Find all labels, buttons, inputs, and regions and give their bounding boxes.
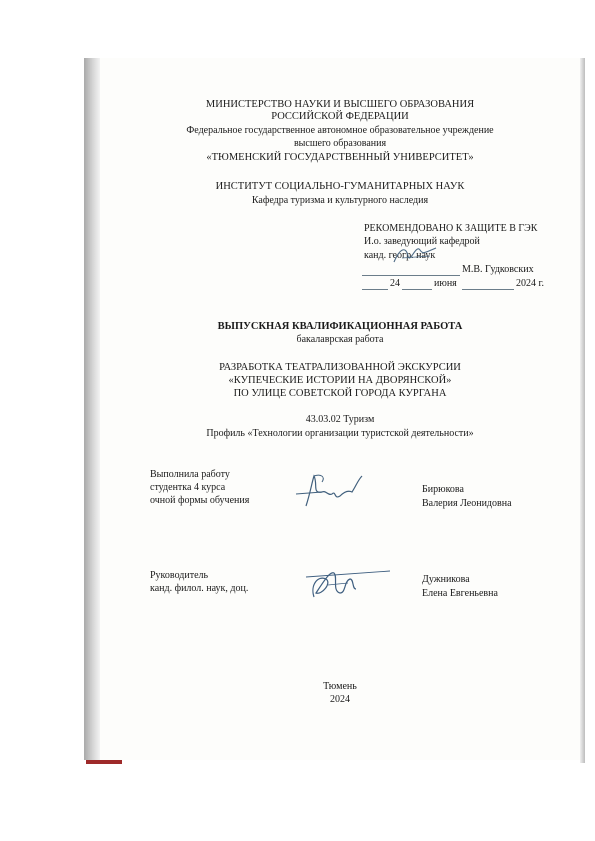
ministry-line-1: МИНИСТЕРСТВО НАУКИ И ВЫСШЕГО ОБРАЗОВАНИЯ: [205, 99, 475, 110]
author-label-1: Выполнила работу: [150, 469, 230, 480]
topic-line-2: «КУПЕЧЕСКИЕ ИСТОРИИ НА ДВОРЯНСКОЙ»: [228, 375, 452, 386]
scan-edge-left: [84, 58, 100, 760]
approval-date-year: 2024 г.: [516, 278, 544, 289]
author-given-names: Валерия Леонидовна: [422, 498, 512, 509]
head-signature: [390, 240, 440, 268]
supervisor-signature: [304, 563, 394, 605]
date-line-1: [362, 289, 388, 290]
author-signature: [292, 470, 366, 512]
approval-title: РЕКОМЕНДОВАНО К ЗАЩИТЕ В ГЭК: [364, 223, 538, 234]
date-line-3: [462, 289, 514, 290]
work-type-subtitle: бакалаврская работа: [296, 334, 384, 345]
date-line-2: [402, 289, 432, 290]
supervisor-surname: Дужникова: [422, 574, 470, 585]
institute-name: ИНСТИТУТ СОЦИАЛЬНО-ГУМАНИТАРНЫХ НАУК: [215, 181, 465, 192]
footer-year: 2024: [330, 694, 350, 705]
scan-bottom-mark: [86, 760, 122, 764]
specialty-code: 43.03.02 Туризм: [305, 414, 375, 425]
head-signature-line: [362, 275, 460, 276]
institution-line-2: высшего образования: [293, 138, 387, 149]
topic-line-3: ПО УЛИЦЕ СОВЕТСКОЙ ГОРОДА КУРГАНА: [233, 388, 447, 399]
department-name: Кафедра туризма и культурного наследия: [251, 195, 429, 206]
approval-degree: канд. геогр. наук: [364, 250, 436, 261]
author-label-2: студентка 4 курса: [150, 482, 226, 493]
author-label-3: очной формы обучения: [150, 495, 250, 506]
work-type-title: ВЫПУСКНАЯ КВАЛИФИКАЦИОННАЯ РАБОТА: [217, 321, 463, 332]
university-name: «ТЮМЕНСКИЙ ГОСУДАРСТВЕННЫЙ УНИВЕРСИТЕТ»: [206, 152, 474, 163]
scan-edge-right: [580, 58, 585, 763]
footer-city: Тюмень: [323, 681, 357, 692]
supervisor-given-names: Елена Евгеньевна: [422, 588, 498, 599]
title-page: [100, 58, 580, 760]
supervisor-label-2: канд. филол. наук, доц.: [150, 583, 249, 594]
institution-line-1: Федеральное государственное автономное образовательное учреждение: [186, 125, 494, 136]
approval-position: И.о. заведующий кафедрой: [364, 236, 480, 247]
topic-line-1: РАЗРАБОТКА ТЕАТРАЛИЗОВАННОЙ ЭКСКУРСИИ: [219, 362, 461, 373]
supervisor-label-1: Руководитель: [150, 570, 209, 581]
approval-date-month: июня: [434, 278, 457, 289]
ministry-line-2: РОССИЙСКОЙ ФЕДЕРАЦИИ: [271, 111, 409, 122]
approval-name: М.В. Гудковских: [462, 264, 534, 275]
approval-date-day: 24: [390, 278, 400, 289]
specialty-profile: Профиль «Технологии организации туристской деятельности»: [206, 428, 474, 439]
author-surname: Бирюкова: [422, 484, 464, 495]
